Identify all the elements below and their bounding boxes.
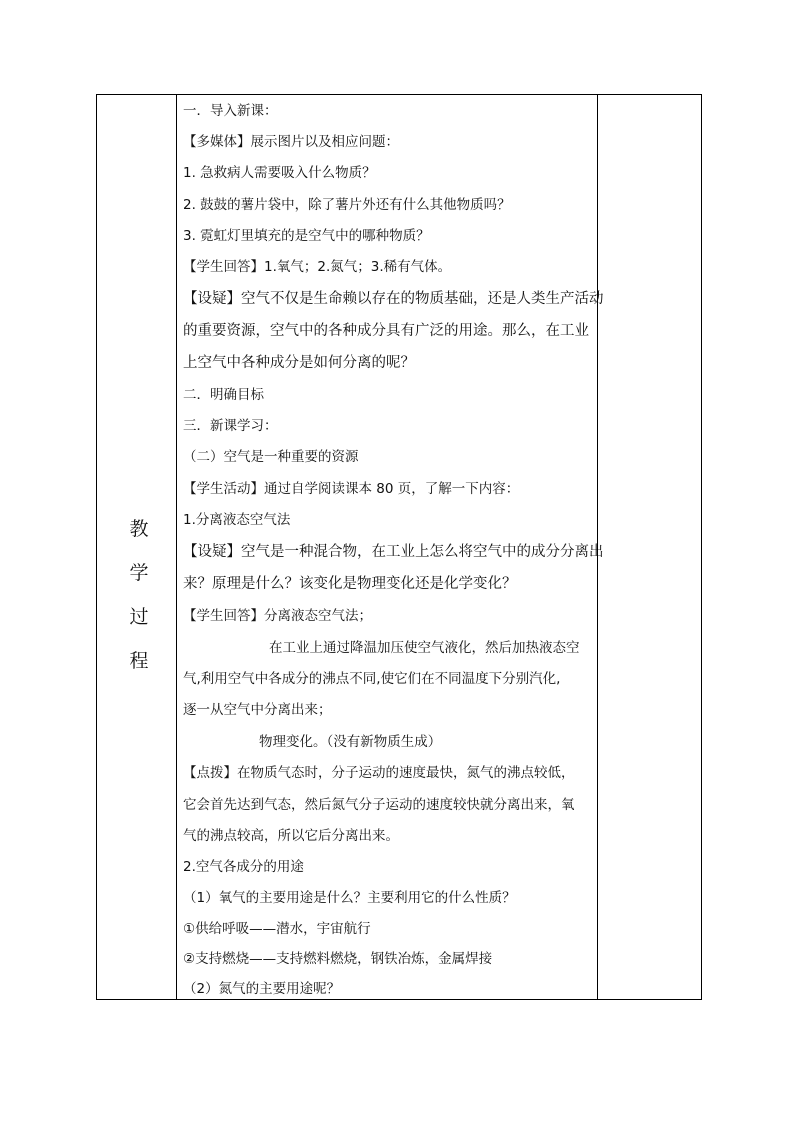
question-line: （1）氧气的主要用途是什么？主要利用它的什么性质？ [183,890,516,906]
text-line: 【点拨】在物质气态时，分子运动的速度最快，氮气的沸点较低， [183,765,575,781]
question-line: （2）氮气的主要用途呢？ [183,981,341,997]
text-line: ①供给呼吸——潜水，宇宙航行 [183,921,371,937]
question-line: 3. 霓虹灯里填充的是空气中的哪种物质？ [183,228,430,244]
text-line: 在工业上通过降温加压使空气液化，然后加热液态空 [269,640,580,656]
text-line: 【多媒体】展示图片以及相应问题： [183,134,399,150]
text-line: 【设疑】空气是一种混合物，在工业上怎么将空气中的成分分离出 [183,544,604,560]
subheading: 2.空气各成分的用途 [183,859,304,875]
text-line: 【学生回答】分离液态空气法； [183,608,372,624]
text-line: 的重要资源，空气中的各种成分具有广泛的用途。那么，在工业 [183,323,589,339]
heading-goals: 二．明确目标 [183,387,264,403]
heading-intro: 一．导入新课： [183,103,278,119]
label-char: 教 [129,518,149,540]
question-line: 2. 鼓鼓的薯片袋中，除了薯片外还有什么其他物质吗？ [183,197,511,213]
text-line: 【学生活动】通过自学阅读课本 80 页，了解一下内容： [183,481,520,497]
section-label-cell [97,95,177,999]
section-label [127,507,151,683]
label-char: 程 [129,650,149,672]
notes-cell [597,95,701,999]
question-line: 1. 急救病人需要吸入什么物质？ [183,165,376,181]
text-line: 气,利用空气中各成分的沸点不同,使它们在不同温度下分别汽化, [183,671,561,687]
label-char: 学 [129,562,149,584]
text-line: 【设疑】空气不仅是生命赖以存在的物质基础，还是人类生产活动 [183,291,604,307]
subheading: 1.分离液态空气法 [183,512,291,528]
text-line: 它会首先达到气态，然后氮气分子运动的速度较快就分离出来，氧 [183,797,575,813]
text-line: ②支持燃烧——支持燃料燃烧，钢铁冶炼，金属焊接 [183,951,493,967]
label-char: 过 [129,606,149,628]
text-line: 气的沸点较高，所以它后分离出来。 [183,828,399,844]
text-line: 物理变化。（没有新物质生成） [259,734,442,750]
text-line: 来？原理是什么？该变化是物理变化还是化学变化？ [183,576,517,592]
text-line: 逐一从空气中分离出来； [183,702,332,718]
text-line: 【学生回答】1.氧气；2.氮气；3.稀有气体。 [183,259,452,275]
subheading: （二）空气是一种重要的资源 [183,449,359,465]
text-line: 上空气中各种成分是如何分离的呢？ [183,355,415,371]
heading-study: 三．新课学习： [183,418,278,434]
lesson-table [96,94,702,1000]
